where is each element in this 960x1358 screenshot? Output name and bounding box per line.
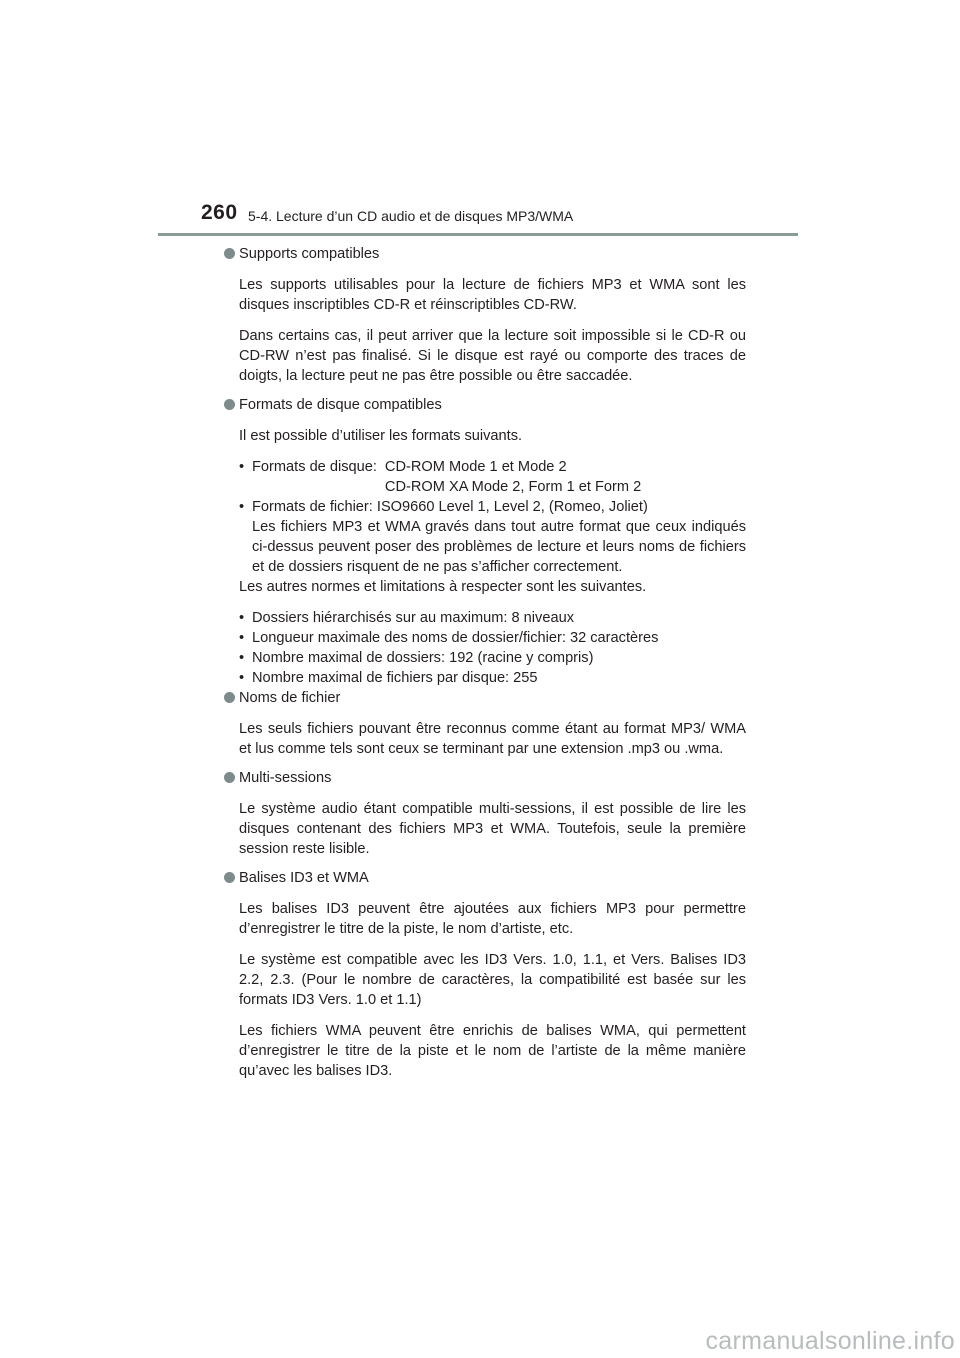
- list-item: [239, 497, 746, 577]
- section-heading: Multi-sessions: [239, 770, 332, 786]
- disk-format-value: CD-ROM Mode 1 et Mode 2: [384, 459, 567, 475]
- section-heading: Formats de disque compatibles: [239, 397, 442, 413]
- section-title: 5-4. Lecture d’un CD audio et de disques MP3/WMA: [248, 208, 574, 224]
- bullet-dot-icon: [224, 248, 235, 259]
- header-divider: [158, 233, 798, 236]
- list-item: • Longueur maximale des noms de dossier/fichier: 32 caractères: [239, 628, 746, 648]
- disk-format-value: CD-ROM XA Mode 2, Form 1 et Form 2: [384, 479, 642, 495]
- file-format-text: • Formats de fichier: ISO9660 Level 1, Level 2, (Romeo, Joliet): [252, 499, 648, 515]
- section-heading: Balises ID3 et WMA: [239, 870, 369, 886]
- bullet-dot-icon: [224, 772, 235, 783]
- bullet-dot-icon: [224, 399, 235, 410]
- section-supports: [224, 244, 746, 264]
- limits-list: [239, 608, 746, 688]
- paragraph: Il est possible d’utiliser les formats suivants.: [239, 428, 523, 444]
- list-item: • Nombre maximal de dossiers: 192 (racine y compris): [239, 648, 746, 668]
- bullet-dot-icon: [224, 872, 235, 883]
- section-formats: [224, 395, 746, 415]
- paragraph: Les supports utilisables pour la lecture de fichiers MP3 et WMA sont les disques inscriptibles CD-R et réinscriptibles CD-RW.: [239, 277, 746, 313]
- section-heading: Noms de fichier: [239, 690, 341, 706]
- section-heading: Supports compatibles: [239, 246, 380, 262]
- paragraph: Le système est compatible avec les ID3 Vers. 1.0, 1.1, et Vers. Balises ID3 2.2, 2.3. (Pour le nombre de caractères, la compatibilité est basée sur les formats ID3 Vers. 1.0 et 1.1): [239, 952, 746, 1008]
- page-number: 260: [201, 201, 238, 224]
- paragraph: Les autres normes et limitations à respecter sont les suivantes.: [239, 579, 647, 595]
- section-multisession: [224, 768, 746, 788]
- section-tags: [224, 868, 746, 888]
- paragraph: Dans certains cas, il peut arriver que la lecture soit impossible si le CD-R ou CD-RW n’est pas finalisé. Si le disque est rayé ou comporte des traces de doigts, la lecture peut ne pas être possible ou être saccadée.: [239, 328, 746, 384]
- paragraph: Le système audio étant compatible multi-sessions, il est possible de lire les disques contenant des fichiers MP3 et WMA. Toutefois, seule la première session reste lisible.: [239, 801, 746, 857]
- watermark-logo: carmanualsonline.info: [705, 1327, 955, 1355]
- file-format-note: Les fichiers MP3 et WMA gravés dans tout autre format que ceux indiqués ci-dessus peuvent poser des problèmes de lecture et leurs noms de fichiers et de dossiers risquent de ne pas s’afficher correctement.: [252, 519, 746, 575]
- list-item: • Dossiers hiérarchisés sur au maximum: 8 niveaux: [239, 608, 746, 628]
- page-content: [224, 244, 746, 1081]
- paragraph: Les seuls fichiers pouvant être reconnus comme étant au format MP3/ WMA et lus comme tels sont ceux se terminant par une extension .mp3 ou .wma.: [239, 721, 746, 757]
- format-list: [239, 457, 746, 577]
- page-header: [0, 0, 960, 240]
- bullet-dot-icon: [224, 692, 235, 703]
- paragraph: Les fichiers WMA peuvent être enrichis de balises WMA, qui permettent d’enregistrer le titre de la piste et le nom de l’artiste de la même manière qu’avec les balises ID3.: [239, 1023, 746, 1079]
- section-names: [224, 688, 746, 708]
- disk-format-label: • Formats de disque:: [252, 459, 377, 475]
- list-item: [239, 457, 746, 497]
- list-item: • Nombre maximal de fichiers par disque: 255: [239, 668, 746, 688]
- paragraph: Les balises ID3 peuvent être ajoutées aux fichiers MP3 pour permettre d’enregistrer le titre de la piste, le nom d’artiste, etc.: [239, 901, 746, 937]
